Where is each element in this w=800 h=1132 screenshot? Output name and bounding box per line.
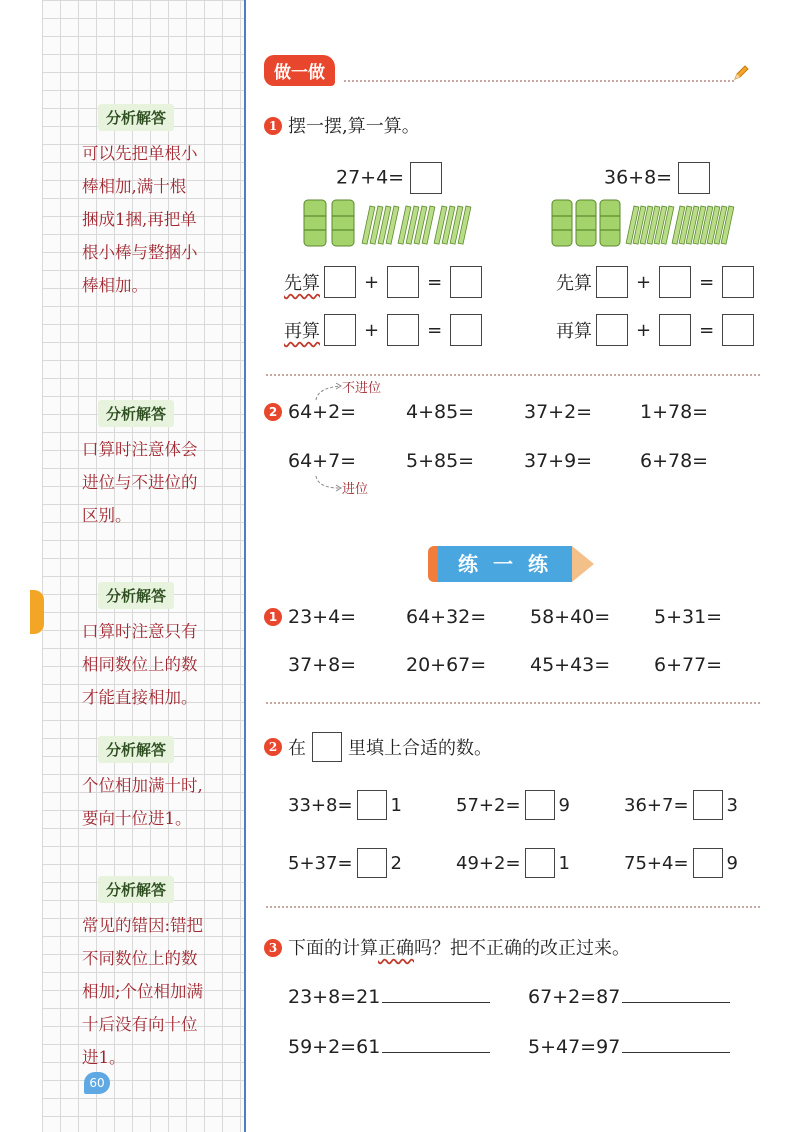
section-title-zuoyizuo: 做一做 — [264, 55, 335, 86]
analysis-note-1 — [82, 104, 242, 302]
expr-item: 6+77= — [654, 654, 723, 676]
analysis-title: 分析解答 — [98, 400, 174, 427]
expr-item: 4+85= — [406, 401, 475, 423]
answer-box[interactable] — [410, 162, 442, 194]
answer-box[interactable] — [357, 790, 387, 820]
answer-box[interactable] — [596, 314, 628, 346]
answer-box[interactable] — [722, 266, 754, 298]
answer-box[interactable] — [525, 848, 555, 878]
fill-digit-item: 75+4= 9 — [624, 848, 738, 878]
side-tab — [30, 590, 44, 634]
dotted-divider — [266, 374, 760, 376]
analysis-note-3 — [82, 582, 242, 714]
analysis-note-4 — [82, 736, 242, 835]
answer-box[interactable] — [450, 266, 482, 298]
fill-digit-item: 49+2= 1 — [456, 848, 570, 878]
question-3-heading: 3 下面的计算正确吗？把不正确的改正过来。 — [264, 934, 630, 960]
analysis-title: 分析解答 — [98, 582, 174, 609]
expr-item: 37+9= — [524, 450, 593, 472]
correction-item: 59+2=61 — [288, 1036, 490, 1058]
answer-box[interactable] — [525, 790, 555, 820]
fill-digit-item: 5+37= 2 — [288, 848, 402, 878]
margin-rule — [244, 0, 246, 1132]
expr-item: 1 23+4= — [264, 606, 356, 628]
expr-item: 5+85= — [406, 450, 475, 472]
expr-item: 6+78= — [640, 450, 709, 472]
expr-item: 45+43= — [530, 654, 611, 676]
section-banner-lianyilian — [428, 546, 598, 582]
analysis-note-2 — [82, 400, 242, 532]
question-1-heading: 1 摆一摆,算一算。 — [264, 112, 420, 138]
answer-box[interactable] — [722, 314, 754, 346]
answer-box[interactable] — [324, 266, 356, 298]
expr-item: 37+8= — [288, 654, 357, 676]
stick-bundles-illustration — [300, 196, 480, 250]
analysis-title: 分析解答 — [98, 736, 174, 763]
answer-box[interactable] — [693, 848, 723, 878]
answer-box[interactable] — [357, 848, 387, 878]
answer-box[interactable] — [324, 314, 356, 346]
fill-digit-item: 36+7= 3 — [624, 790, 738, 820]
analysis-text: 个位相加满十时, 要向十位进1。 — [82, 776, 203, 828]
expr-item: 20+67= — [406, 654, 487, 676]
answer-line[interactable] — [622, 1036, 730, 1053]
answer-box[interactable] — [659, 266, 691, 298]
hint-no-carry: 不进位 — [342, 381, 382, 396]
answer-box[interactable] — [596, 266, 628, 298]
arrow-icon — [312, 380, 344, 402]
expr-item: 58+40= — [530, 606, 611, 628]
fill-digit-item: 57+2= 9 — [456, 790, 570, 820]
hint-carry: 进位 — [342, 482, 369, 497]
expr-item: 64+32= — [406, 606, 487, 628]
first-step-row-right: 先算 + = — [556, 266, 754, 298]
answer-box[interactable] — [387, 266, 419, 298]
question-2-heading: 2 在 里填上合适的数。 — [264, 732, 492, 762]
answer-box[interactable] — [387, 314, 419, 346]
expr-item: 5+31= — [654, 606, 723, 628]
expr-item: 37+2= — [524, 401, 593, 423]
sample-box — [312, 732, 342, 762]
first-step-row-left: 先算 + = — [284, 266, 482, 298]
answer-box[interactable] — [659, 314, 691, 346]
answer-line[interactable] — [382, 986, 490, 1003]
dotted-divider — [344, 80, 734, 82]
analysis-text: 可以先把单根小 棒相加,满十根 捆成1捆,再把单 根小棒与整捆小 棒相加。 — [82, 144, 198, 295]
banner-title: 练 一 练 — [438, 546, 572, 582]
expr-item: 1+78= — [640, 401, 709, 423]
correction-item: 5+47=97 — [528, 1036, 730, 1058]
expr-27-plus-4: 27+4= — [336, 162, 442, 194]
expr-item: 64+7= — [288, 450, 357, 472]
main-content — [262, 0, 762, 1132]
answer-box[interactable] — [678, 162, 710, 194]
analysis-title: 分析解答 — [98, 104, 174, 131]
expr-item: 2 64+2= — [264, 401, 356, 423]
dotted-divider — [266, 702, 760, 704]
arrow-icon — [312, 474, 344, 496]
answer-box[interactable] — [450, 314, 482, 346]
analysis-text: 口算时注意体会 进位与不进位的 区别。 — [82, 440, 198, 525]
dotted-divider — [266, 906, 760, 908]
stick-bundles-illustration — [548, 196, 748, 250]
analysis-note-5 — [82, 876, 242, 1074]
question-number: 1 — [264, 117, 282, 135]
expr-36-plus-8: 36+8= — [604, 162, 710, 194]
answer-line[interactable] — [382, 1036, 490, 1053]
analysis-title: 分析解答 — [98, 876, 174, 903]
correction-item: 67+2=87 — [528, 986, 730, 1008]
analysis-text: 常见的错因:错把 不同数位上的数 相加;个位相加满 十后没有向十位 进1。 — [82, 916, 204, 1067]
second-step-row-right: 再算 + = — [556, 314, 754, 346]
second-step-row-left: 再算 + = — [284, 314, 482, 346]
analysis-text: 口算时注意只有 相同数位上的数 才能直接相加。 — [82, 622, 198, 707]
fill-digit-item: 33+8= 1 — [288, 790, 402, 820]
page-number: 60 — [84, 1072, 110, 1094]
correction-item: 23+8=21 — [288, 986, 490, 1008]
answer-line[interactable] — [622, 986, 730, 1003]
answer-box[interactable] — [693, 790, 723, 820]
pencil-icon — [732, 64, 750, 82]
